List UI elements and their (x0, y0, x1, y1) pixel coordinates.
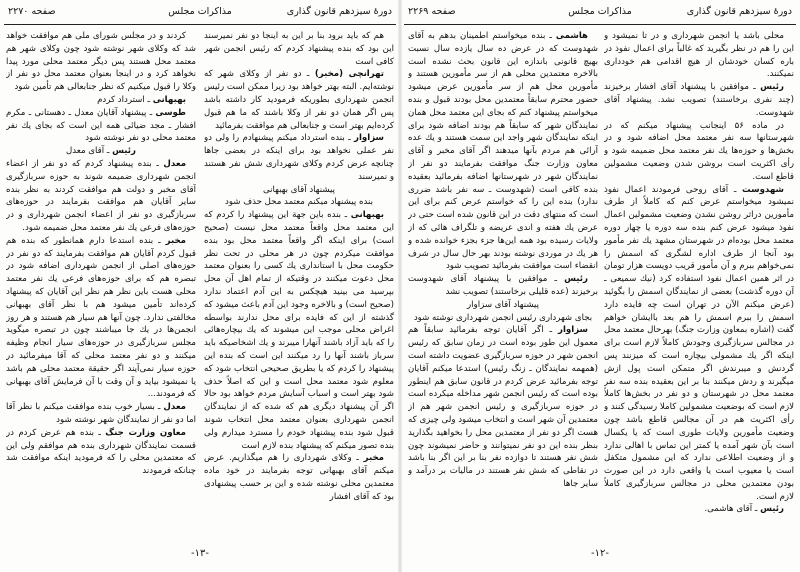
paragraph (408, 324, 598, 490)
paragraph (204, 452, 394, 503)
paragraph-text: ـ بنده باین جهة این پیشنهاد را کردم که این معتمد محل واقعاً معتمد محل نیست (صحیح است) برای اینکه اگر واقعاً معتمد محل بود بنده موافقت میکردم چون در هر محلی در تحت نظر حکومت محل با استانداری یك کسی را بعنوان معتمد محل دعوت میکنند در وقتیکه از تمام اهل آن محل بپرسید می بینید هیچکس به این آدم اعتماد ندارد (صحیح است) و بالاخره وجود این آدم باعث میشود که گذشته از این که فایده برای محل ندارند بواسطه اغراض محلی موجب این میشوند که یك بیچاره‌هائی را که باید آزاد باشند آنهارا میبرند و یك اشخاصیکه باید سرباز باشند آنها را رد میکنند این است که بنده این پیشنهاد را کردم که یا بطریق صحیحی انتخاب شود که معلوم شود معتمد محل است و این که اصلاً حذف شود بهتر است و اسباب آسایش مردم خواهد بود حالا اگر آن پیشنهاد دیگری هم که شده که از نمایندگان انجمن شهرداری بعنوان معتمد محل انتخاب شوند قبول شود بنده پیشنهاد خودم را مسترد میدارم ولی بنده تصور میکنم که پیشنهاد بنده لازم است (204, 210, 394, 451)
page-label: صفحه ۲۲۷۰ (8, 6, 56, 17)
paragraph (408, 273, 598, 299)
paragraph-text: ـ بنده پیشنهاد کردم که دو نفر از اعضاء انجمن شهرداری ضمیمه شوند به حوزه سربازگیری آقای مخبر و دولت هم موافقت کردند به نظر بنده سایر آقایان هم موافقت بفرمایند در حوزه‌های سربازگیری دو نفر از اعضاء انجمن شهرداری و در حوزه‌های فرعی یك نفر معتمد محل ضمیمه شود. (6, 158, 196, 233)
speaker-name: رئیس (112, 146, 136, 157)
speaker-name: معدل (163, 158, 187, 169)
speaker-name: هاشمی (555, 31, 588, 41)
paragraph (408, 299, 598, 312)
paragraph-text: ـ بنده استدعا دارم همانطور که بنده هم قبول کردم آقایان هم موافقت بفرمایند که دو نفر در حوزه‌های اصلی از انجمن شهرداری اضافه شود در تبصره هم که برای حوزه‌های فرعی یك نفر معتمد محلی هست باین نظر هم نظر این آقایان که پیشنهاد کرده‌اند تأمین میشود هم با نظر آقای بهبهانی مخالفتی ندارد. چون آنها هم سیار هم هستند و هر روز انجمن‌ها در یك جا میباشند چون در تبصره میگوید مجلس سربازگیری در حوزه‌های سیار انجام وظیفه میکنند و دو نفر معتمد محلی که آقا میفرمائید در حوزه سیار نمی‌آیند اگر حقیقة معتمد محلی هم باشد یا نمیشود بیاید و آن وقت با آن فرمایش آقای بهبهانی که فرمودند... (6, 235, 196, 400)
paragraph (604, 30, 794, 81)
paragraph-text: بجای شهرداری رئیس انجمن شهرداری نوشته شود (413, 312, 593, 323)
text-column (6, 30, 196, 530)
paragraph-text: ـ اگر آقایان توجه بفرمائید سابقاً هم معمول این طور بوده است در زمان سابق که رئیس انجمن شهر در حوزه سربازگیری عضویت داشته است (همهمه نمایندگان ـ زنگ رئیس) استدعا میکنم آقایان توجه بفرمائید عرض کردم در قانون سابق هم اینطور بوده است که رئیس انجمن شهر مداخله میکرده است در حوزه سربازگیری و رئیس انجمن شهر هم از معتمدین آن شهر است و انتخاب میشود ولی چیزی که هست اگر دو نفر از معتمدین محل را بخواهید بگذارید بنظر بنده این دو نفر نمیتوانند و حاضر نمیشوند چون شش نفر هستند تا دوازده نفر بنا بر این اگر بنا باشد در نقاطی که شش نفر هستند در مالیات بر درآمد و سایر جاها (408, 325, 598, 489)
speaker-name: شهدوست (742, 184, 785, 195)
paragraph-text: ـ آقای روحی فرمودند اعمال نفوذ نمیشود میخواستم عرض کنم که کاملاً از طرف مأمورین دراثر روشن نشدن وضعیت مشمولین اعمال نفوذ میشود عرض کنم بنده سه دوره یا چهار دوره معتمد محل بوده‌ام در شهرستان مشهد یك نفر مأمور بود آنجا از طرف اداره لشگری که اسمش را نمی‌خواهم ببرم و آن مأمور قریب دویست هزار تومان در اثر همین اعمال نفوذ استفاده کرد (نیك سمیعی ـ آن دوره گذشت) بعضی از نمایندگان اسمش را بگوئید (عرض میکنم الآن در تهران است چه فایده دارد اسمش را ببرم اسمش را هم بعد باایشان خواهم گفت (اشاره بمعاون وزارت جنگ) بهرحال معتمد محل در مجالس سربازگیری وجودش کاملاً لازم است برای اینکه اگر یك مشمولی بیچاره است که میزنند پس گردنش و میبرندش اگر متمکن است پول ازش میگیرند و ردش میکنند بنا بر این بعقیده بنده سه نفر معتمد محل در شهرستان و دو نفر در بخش‌ها کاملاً لازم است که بوضعیت مشمولین کاملا رسیدگی کنند و رأی اکثریت هم در آن مجالس قاطع باشد چون وضعیت مأمورین ولایات طوری است که یا یکسال است بآن شهر آمده یا کمتر این تماس با اهالی ندارد و از وضعیت اطلاعی ندارد که این مشمول متکفل است یا معیوب است یا واقعی دارد در این صورت بودن معتمدین محلی در مجالس سربازگیری کاملاً لازم است. (604, 184, 794, 502)
paragraph (604, 503, 794, 516)
paragraph-text: ـ بسیار خوب بنده موافقت میکنم با نظر آقا اما دو نفر از نمایندگان شهر نوشته شود (6, 402, 196, 425)
speaker-name: رئیس (564, 274, 588, 285)
paragraph (204, 132, 394, 183)
speaker-name: تهرانچی (مخبر) (314, 69, 384, 80)
text-column (204, 30, 394, 530)
paragraph-text: کردند و در مجلس شورای ملی هم موافقت خواهد شد که وکلای شهر نوشته شود چون وکلای شهر هم معتمد محل هستند پس دیگر معتمد محلی مورد پیدا نخواهد کرد و در اینجا بعنوان معتمد محل دو نفر از وکلا را قبول میکنیم که نظر جنابعالی هم تأمین شود (6, 31, 196, 93)
header-rule (404, 24, 796, 25)
paragraph (6, 30, 196, 94)
header-rule (4, 24, 396, 25)
paragraph (6, 158, 196, 235)
paragraph (408, 312, 598, 325)
paragraph-text: ـ بنده استرداد میکنم پیشنهادم را ولی دو نفر عملی نخواهد بود برای اینکه در بعضی جاها چنانچه عرض کردم وکلای شهرداری شش نفر هستند و نمیرسند (204, 133, 394, 182)
paragraph-text: بنده پیشنهاد میکنم معتمد محل حذف شود (225, 197, 373, 208)
speaker-name: طوسی (155, 107, 187, 118)
paragraph-text: ـ موافقین با پیشنهاد آقای شهدوست برخیزند (عده قلیلی برخاستند) تصویب نشد (408, 274, 598, 297)
page-gutter (398, 0, 402, 572)
publication-title: مذاکرات مجلس (168, 6, 232, 17)
paragraph-text: هم که باید برود بنا بر این به اینجا دو نفر نمیرسند این بود که بنده پیشنهاد کردم که رئیس انجمن شهر کافی است (204, 31, 394, 67)
speaker-name: رئیس (760, 504, 784, 515)
paragraph (604, 120, 794, 184)
paragraph-text: ـ وکلای شهرداری را هم میگذاریم. عرض میکنم آقای بهبهانی توجه بفرمایند در خود ماده معتمدین محلی نوشته شده و این بر حسب پیشنهادی بود که آقای افشار (204, 453, 394, 502)
paragraph-text: ـ استرداد کردم (97, 94, 151, 105)
paragraph-text: ـ موافقین با پیشنهاد آقای افشار برخیزند (چند نفری برخاستند) تصویب نشد. پیشنهاد آقای شهدوست. (604, 82, 794, 118)
text-column (408, 30, 598, 530)
text-column (604, 30, 794, 530)
page-label: صفحه ۲۲۶۹ (408, 6, 456, 17)
paragraph (6, 94, 196, 107)
speaker-name: رئیس (760, 82, 784, 93)
paragraph-text: ـ پیشنهاد آقایان معدل ـ دهستانی ـ مکرم افشار ـ مجد ضیائی همه این است که بجای یك نفر معتمد محلی دو نفر نوشته شود (6, 107, 196, 144)
paragraph (204, 30, 394, 68)
speaker-name: سزاوار (354, 133, 384, 144)
paragraph-text: ـ دو نفر از وکلای شهر که نوشته‌ایم. البته بهتر خواهد بود زیرا ممکن است رئیس انجمن شهرداری بطوریکه فرمودید کار داشته باشد پس اگر همان دو نفر از وکلا باشند که ما هم قبول کرده‌ایم بهتر است و جنابعالی هم موافقت بفرمائید (204, 69, 394, 131)
paragraph (408, 30, 598, 273)
paragraph (604, 184, 794, 504)
paragraph (204, 209, 394, 452)
paragraph (6, 145, 196, 158)
page-number: -۱۳- (191, 548, 209, 559)
paragraph-text: پیشنهاد آقای بهبهانی (262, 184, 336, 195)
speaker-name: بهبهانی (152, 94, 186, 105)
paragraph-text: ـ آقای معدل (66, 146, 110, 157)
speaker-name: سزاوار (558, 325, 588, 336)
paragraph-text: در ماده ۵۶ اینجانب پیشنهاد میکنم که در شهرستانها سه نفر معتمد محل اضافه شود و در بخش‌ها و حوزه‌ها یك نفر معتمد محل ضمیمه شود و رأی اکثریت است بروشن شدن وضعیت مشمولین قاطع است. (604, 120, 794, 182)
paragraph-text: محلی باشد یا انجمن شهرداری و در تا نمیشود و این را هم در نظر بگیرید که غالباً برای اعمال نفوذ در باره کسان خودشان از هیچ اقدامی هم خودداری نمیکنند. (604, 31, 794, 80)
publication-title: مذاکرات مجلس (568, 6, 632, 17)
paragraph (6, 427, 196, 478)
right-page (400, 0, 800, 572)
speaker-name: معدل (163, 402, 186, 413)
page-header (404, 4, 796, 22)
speaker-name: مخبر (165, 235, 186, 246)
paragraph (604, 81, 794, 119)
speaker-name: بهبهانی (350, 210, 385, 221)
paragraph (204, 196, 394, 209)
paragraph-text: ـ آقای هاشمی. (704, 504, 758, 515)
paragraph-text: پیشنهاد آقای سزاوار (467, 299, 539, 310)
session-title: دورهٔ سیزدهم قانون گذاری (286, 6, 392, 17)
paragraph (6, 235, 196, 401)
speaker-name: معاون وزارت جنگ (105, 427, 186, 438)
paragraph-text: ـ بنده میخواستم اطمینان بدهم به آقای شهدوست که در عرض ده سال یازده سال نسبت بهیچ قانونی باندازه این قانون بحث نشده است بالاخره معتمدین محلی هم از سر مأمورین هستند و مأمورین محل هم از سر مأمورین عرض میشود حضور محترم سابقاً معتمدین محل بودند قبول و بنده میخواستم پیشنهاد کنم که بجای این معتمد محل همان نمایندگان شهر که سابقاً هم بودند اضافه شود برای اینکه نمایندگان شهر واجد این سمت هستند و یك عده آرائی هم مردم بآنها میدهند اگر آقای مخبر و آقای معاون وزارت جنگ موافقت بفرمایند دو نفر از نمایندگان شهر در شهرستانها اضافه بفرمائید بعقیده بنده کافی است (شهدوست ـ سه نفر باشد ضرری ندارد) بنده این را که خواستم عرض کنم برای این است که منتهای دقت در این قانون شده است حتی در عرض یك هفته و اندی عریضه و تلگراف هائی که از ولایات رسیده بود همه این‌ها جزء بجزء خوانده شده و هر یك در موردی نوشته بودند بهر حال سال در شرف انقضاء است موافقت بفرمائید تصویب شود (408, 31, 598, 272)
paragraph-text: ـ بنده هم عرض کردم در قسمت نمایندگان شهرداری بنده هم موافقم ولی این که معتمدین محلی را که فرمودید اینکه موافقت شد چنانکه فرمودند (6, 427, 196, 477)
session-title: دورهٔ سیزدهم قانون گذاری (686, 6, 792, 17)
paragraph (6, 401, 196, 427)
page-header (4, 4, 396, 22)
speaker-name: مخبر (363, 453, 384, 464)
page-number: -۱۲- (591, 548, 609, 559)
paragraph (6, 107, 196, 145)
paragraph (204, 68, 394, 132)
paragraph (204, 184, 394, 197)
